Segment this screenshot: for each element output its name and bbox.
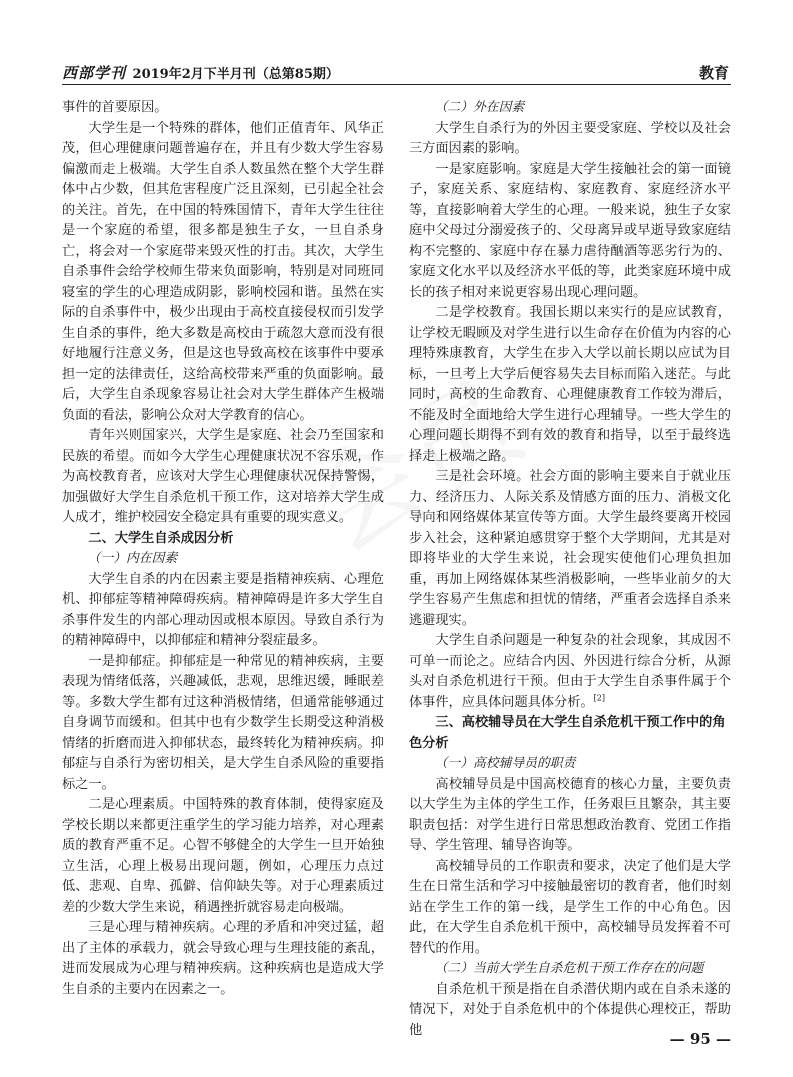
paragraph [62,426,384,529]
journal-logo: 西部学刊 [62,64,127,82]
text: 三是心理与精神疾病。心理的矛盾和冲突过猛，超出了主体的承载力，就会导致心理与生理技能的紊乱，进而发展成为心理与精神疾病。这种疾病也是造成大学生自杀的主要内在因素之一。 [62,920,384,997]
paragraph [409,775,731,857]
text: 三是社会环境。社会方面的影响主要来自于就业压力、经济压力、人际关系及情感方面的压力、消极文化导向和网络媒体某宣传等方面。大学生最终要离开校园步入社会，这种紧迫感贯穿于整个大学期间，尤其是对即将毕业的大学生来说，社会现实使他们心理负担加重，再加上网络媒体某些消极影响，一些毕业前夕的大学生容易产生焦虑和担忧的情绪，严重者会选择自杀来逃避现实。 [409,469,731,628]
text: 二是学校教育。我国长期以来实行的是应试教育，让学校无暇顾及对学生进行以生命存在价值为内容的心理特殊康教育，大学生在步入大学以前长期以应试为目标，一旦考上大学后便容易失去目标而陷入迷茫。与此同时，高校的生命教育、心理健康教育工作较为滞后，不能及时全面地给大学生进行心理辅导。一些大学生的心理问题长期得不到有效的教育和指导，以至于最终选择走上极端之路。 [409,305,731,464]
text: （二）当前大学生自杀危机干预工作存在的问题 [434,961,704,976]
paragraph [62,119,384,427]
paragraph [62,652,384,796]
text: 大学生自杀的内在因素主要是指精神疾病、心理危机、抑郁症等精神障碍疾病。精神障碍是许多大学生自杀事件发生的内部心理动因或根本原因。导致自杀行为的精神障碍中，以抑郁症和精神分裂症最多。 [62,571,384,648]
right-column [409,98,731,1041]
paragraph [62,918,384,1000]
text: （一）内在因素 [87,551,178,566]
issue-info: 2019年2月下半月刊（总第85期） [132,67,339,82]
paragraph [409,631,731,713]
paragraph [409,303,731,467]
paragraph [62,570,384,652]
paragraph [62,795,384,918]
text: 青年兴则国家兴，大学生是家庭、社会乃至国家和民族的希望。而如今大学生心理健康状况不容乐观，作为高校教育者，应该对大学生心理健康状况保持警惕，加强做好大学生自杀危机干预工作，这对培养大学生成人成才，维护校园安全稳定具有重要的现实意义。 [62,428,384,525]
left-column [62,98,384,1000]
section-label: 教育 [698,64,729,82]
text: 大学生自杀问题是一种复杂的社会现象，其成因不可单一而论之。应结合内因、外因进行综合分析，从源头对自杀危机进行干预。但由于大学生自杀事件属于个体事件，应具体问题具体分析。 [409,633,731,710]
text: 高校辅导员的工作职责和要求，决定了他们是大学生在日常生活和学习中接触最密切的教育者，他们时刻站在学生工作的第一线，是学生工作的中心角色。因此，在大学生自杀危机干预中，高校辅导员发挥着不可替代的作用。 [409,858,731,956]
text: （一）高校辅导员的职责 [434,756,576,771]
subsection-heading [409,959,731,980]
citation-ref: [2] [593,693,605,703]
text: 二是心理素质。中国特殊的教育体制，使得家庭及学校长期以来都更注重学生的学习能力培养，对心理素质的教育严重不足。心智不够健全的大学生一旦开始独立生活，心理上极易出现问题，例如，心理压力点过低、悲观、自卑、孤僻、信仰缺失等。对于心理素质过差的少数大学生来说，稍遇挫折就容易走向极端。 [62,797,384,915]
section-heading [409,713,731,754]
text: 一是抑郁症。抑郁症是一种常见的精神疾病，主要表现为情绪低落，兴趣减低，悲观，思维迟缓，睡眠差等。多数大学生都有过这种消极情绪，但通常能够通过自身调节而缓和。但其中也有少数学生长期受这种消极情绪的折磨而进入抑郁状态，最终转化为精神疾病。抑郁症与自杀行为密切相关，是大学生自杀风险的重要指标之一。 [62,653,384,792]
text: 高校辅导员是中国高校德育的核心力量，主要负责以大学生为主体的学生工作，任务艰巨且繁杂，其主要职责包括：对学生进行日常思想政治教育、党团工作指导、学生管理、辅导咨询等。 [409,776,731,853]
paragraph [409,857,731,960]
subsection-heading [409,98,731,119]
page-number: — 95 — [669,1030,731,1048]
subsection-heading [409,754,731,775]
paragraph [409,119,731,160]
text: 一是家庭影响。家庭是大学生接触社会的第一面镜子，家庭关系、家庭结构、家庭教育、家庭经济水平等，直接影响着大学生的心理。一般来说，独生子女家庭中父母过分溺爱孩子的、父母离异或早逝导致家庭结构不完整的、家庭中存在暴力虐待酗酒等恶劣行为的、家庭文化水平以及经济水平低的等，此类家庭环境中成长的孩子相对来说更容易出现心理问题。 [409,161,731,300]
paragraph [409,467,731,631]
paragraph [62,98,384,119]
paragraph [409,160,731,304]
text: 大学生是一个特殊的群体，他们正值青年、风华正茂，但心理健康问题普遍存在，并且有少数大学生容易偏激而走上极端。大学生自杀人数虽然在整个大学生群体中占少数，但其危害程度广泛且深刻，已引起全社会的关注。首先，在中国的特殊国情下，青年大学生往往是一个家庭的希望，很多都是独生子女，一旦自杀身亡，将会对一个家庭带来毁灭性的打击。其次，大学生自杀事件会给学校师生带来负面影响，特别是对同班同寝室的学生的心理造成阴影，影响校园和谐。虽然在实际的自杀事件中，极少出现由于高校直接侵权而引发学生自杀的事件，绝大多数是高校由于疏忽大意而没有很好地履行注意义务，但是这也导致高校在该事件中要承担一定的法律责任，这给高校带来严重的负面影响。最后，大学生自杀现象容易让社会对大学生群体产生极端负面的看法，影响公众对大学教育的信心。 [62,120,384,423]
text: 二、大学生自杀成因分析 [88,530,234,546]
text: 大学生自杀行为的外因主要受家庭、学校以及社会三方面因素的影响。 [409,120,731,156]
text: 三、高校辅导员在大学生自杀危机干预工作中的角色分析 [409,715,726,751]
text: 事件的首要原因。 [62,100,168,115]
running-header [62,58,731,85]
text: （二）外在因素 [434,100,525,115]
section-heading [62,529,384,550]
header-journal-info [62,62,339,83]
text: 自杀危机干预是指在自杀潜伏期内或在自杀未遂的情况下，对处于自杀危机中的个体提供心理校正，帮助他 [409,981,731,1038]
subsection-heading [62,549,384,570]
